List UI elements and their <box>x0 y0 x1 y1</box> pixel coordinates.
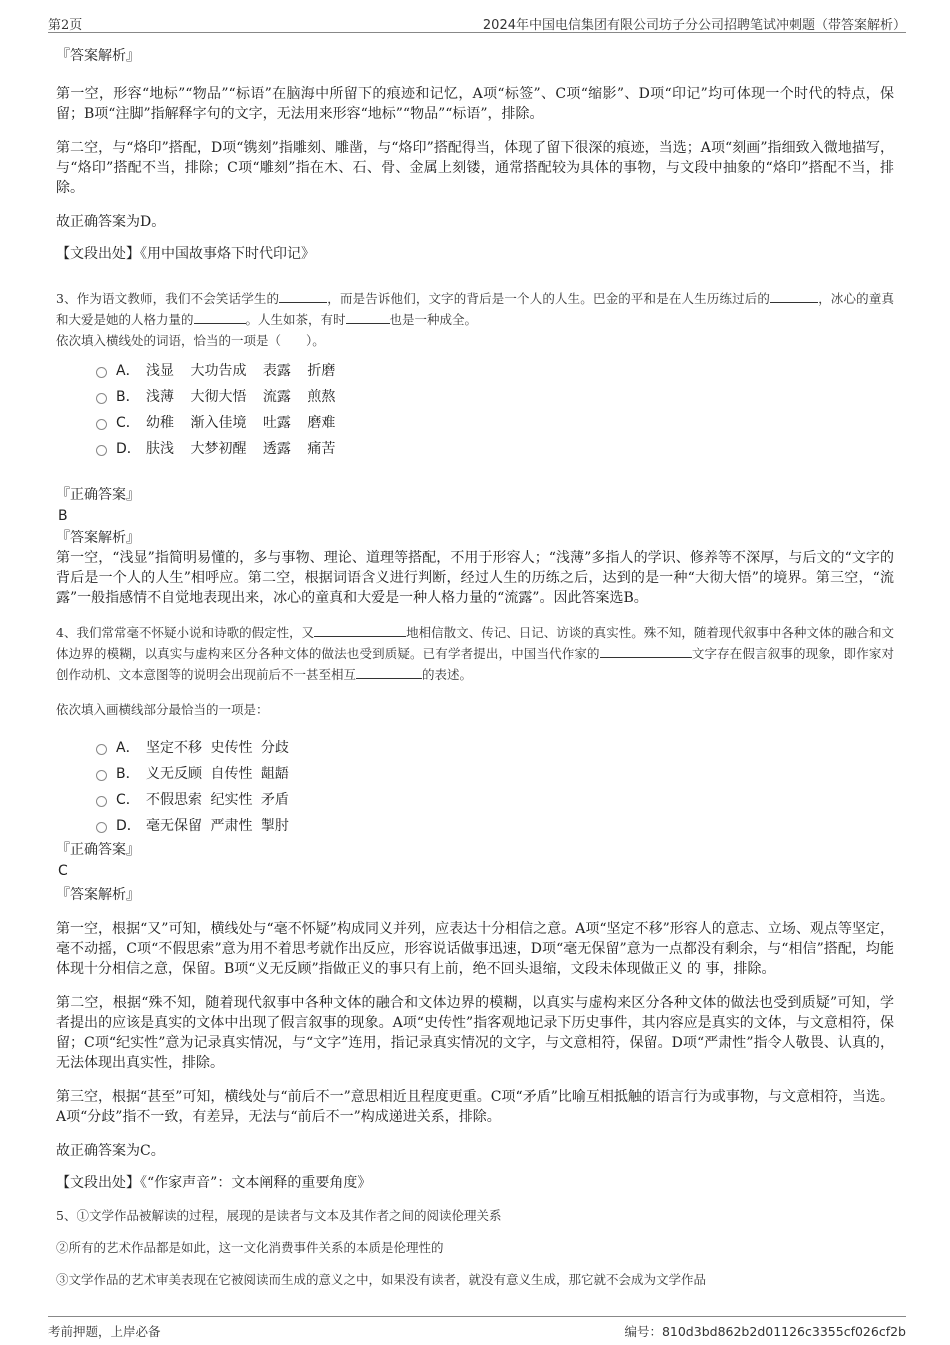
q3-analysis-label: 『答案解析』 <box>56 530 140 546</box>
q3-options <box>56 357 894 461</box>
q3-prompt: 依次填入横线处的词语，恰当的一项是（ ）。 <box>56 333 325 348</box>
q5-line-1: 5、①文学作品被解读的过程，展现的是读者与文本及其作者之间的阅读伦理关系 <box>56 1208 502 1223</box>
q2-analysis-paragraph-2: 第二空，与“烙印”搭配，D项“镌刻”指雕刻、雕凿，与“烙印”搭配得当，体现了留下很深的痕迹，当选；A项“刻画”指细致入微地描写，与“烙印”搭配不当，排除；C项“雕刻”指在木、石、骨、金属上刻镂，通常搭配较为具体的事物，与文段中抽象的“烙印”搭配不当，排除。 <box>56 140 894 196</box>
footer-code: 编号：810d3bd862b2d01126c3355cf026cf2b <box>624 1324 906 1339</box>
q4-blank-2 <box>600 644 692 658</box>
q4-blank-1 <box>314 623 406 637</box>
page-content <box>56 40 894 1289</box>
q2-analysis-label: 『答案解析』 <box>56 48 140 64</box>
q3-correct-answer: B <box>58 508 68 524</box>
question-4 <box>56 622 894 1193</box>
document-title: 2024年中国电信集团有限公司坊子分公司招聘笔试冲刺题（带答案解析） <box>482 18 906 33</box>
question-5 <box>56 1207 894 1289</box>
q4-source: 【文段出处】《“作家声音”：文本阐释的重要角度》 <box>56 1175 372 1191</box>
q4-stem: 4、我们常常毫不怀疑小说和诗歌的假定性，又 地相信散文、传记、日记、访谈的真实性。殊不知，随着现代叙事中各种文体的融合和文体边界的模糊，以真实与虚构来区分各种文体的做法也受到质疑。已有学者提出，中国当代作家的 文字存在假言叙事的现象，即作家对创作动机、文本意图等的说明会出现前后不一甚至相互 的表述。 <box>56 625 894 682</box>
q4-analysis-label: 『答案解析』 <box>56 887 140 903</box>
q3-blank-4 <box>346 310 390 324</box>
q4-option-d[interactable]: D． 毫无保留 严肃性 掣肘 <box>96 812 894 838</box>
q4-analysis-paragraph-1: 第一空，根据“又”可知，横线处与“毫不怀疑”构成同义并列，应表达十分相信之意。A项“坚定不移”形容人的意志、立场、观点等坚定，毫不动摇，C项“不假思索”意为用不着思考就作出反应，形容说话做事迅速，D项“毫无保留”意为一点都没有剩余，与“相信”搭配，均能体现十分相信之意，保留。B项“义无反顾”指做正义的事只有上前，绝不回头退缩，文段未体现做正义 的 事，排除。 <box>56 921 894 977</box>
radio-icon[interactable] <box>96 393 107 404</box>
q5-line-3: ③文学作品的艺术审美表现在它被阅读而生成的意义之中，如果没有读者，就没有意义生成，那它就不会成为文学作品 <box>56 1272 707 1287</box>
q2-source: 【文段出处】《用中国故事烙下时代印记》 <box>56 246 315 262</box>
q3-analysis: 第一空，“浅显”指简明易懂的，多与事物、理论、道理等搭配，不用于形容人；“浅薄”多指人的学识、修养等不深厚，与后文的“文字的背后是一个人的人生”相呼应。第二空，根据词语含义进行判断，经过人生的历练之后，达到的是一种“大彻大悟”的境界。第三空，“流露”一般指感情不自觉地表现出来，冰心的童真和大爱是一种人格力量的“流露”。因此答案选B。 <box>56 550 894 606</box>
q4-blank-3 <box>356 665 422 679</box>
q3-option-c[interactable]: C． 幼稚 渐入佳境 吐露 磨难 <box>96 409 894 435</box>
radio-icon[interactable] <box>96 822 107 833</box>
radio-icon[interactable] <box>96 367 107 378</box>
q3-option-b[interactable]: B． 浅薄 大彻大悟 流露 煎熬 <box>96 383 894 409</box>
radio-icon[interactable] <box>96 744 107 755</box>
radio-icon[interactable] <box>96 419 107 430</box>
q4-correct-label: 『正确答案』 <box>56 842 140 858</box>
q4-option-b[interactable]: B． 义无反顾 自传性 龃龉 <box>96 760 894 786</box>
q3-blank-1 <box>279 289 327 303</box>
radio-icon[interactable] <box>96 445 107 456</box>
question-3 <box>56 288 894 608</box>
page-number: 第2页 <box>48 18 83 33</box>
q3-blank-2 <box>770 289 818 303</box>
q2-conclusion: 故正确答案为D。 <box>56 214 166 230</box>
q3-correct-label: 『正确答案』 <box>56 487 140 503</box>
q4-option-c[interactable]: C． 不假思索 纪实性 矛盾 <box>96 786 894 812</box>
footer-slogan: 考前押题，上岸必备 <box>48 1324 161 1339</box>
q5-line-2: ②所有的艺术作品都是如此，这一文化消费事件关系的本质是伦理性的 <box>56 1240 444 1255</box>
q4-prompt: 依次填入画横线部分最恰当的一项是： <box>56 702 269 717</box>
q3-stem: 3、作为语文教师，我们不会笑话学生的 ，而是告诉他们，文字的背后是一个人的人生。巴金的平和是在人生历练过后的 ，冰心的童真和大爱是她的人格力量的 。人生如茶，有时 也是一种成全。 <box>56 291 894 327</box>
q4-analysis-paragraph-2: 第二空，根据“殊不知，随着现代叙事中各种文体的融合和文体边界的模糊，以真实与虚构来区分各种文体的做法也受到质疑”可知，学者提出的应该是真实的文体中出现了假言叙事的现象。A项“史传性”指客观地记录下历史事件，其内容应是真实的文体，与文意相符，保留；C项“纪实性”意为记录真实情况，与“文字”连用，指记录真实情况的文字，与文意相符，保留。D项“严肃性”指令人敬畏、认真的，无法体现出真实性，排除。 <box>56 995 894 1071</box>
q2-analysis-paragraph-1: 第一空，形容“地标”“物品”“标语”在脑海中所留下的痕迹和记忆，A项“标签”、C项“缩影”、D项“印记”均可体现一个时代的特点，保留；B项“注脚”指解释字句的文字，无法用来形容“地标”“物品”“标语”，排除。 <box>56 86 894 122</box>
radio-icon[interactable] <box>96 796 107 807</box>
q3-option-d[interactable]: D． 肤浅 大梦初醒 透露 痛苦 <box>96 435 894 461</box>
q3-blank-3 <box>194 310 246 324</box>
q4-conclusion: 故正确答案为C。 <box>56 1143 165 1159</box>
q4-analysis-paragraph-3: 第三空，根据“甚至”可知，横线处与“前后不一”意思相近且程度更重。C项“矛盾”比喻互相抵触的语言行为或事物，与文意相符，当选。A项“分歧”指不一致，有差异，无法与“前后不一”构成递进关系，排除。 <box>56 1089 894 1125</box>
radio-icon[interactable] <box>96 770 107 781</box>
q4-correct-answer: C <box>58 863 68 879</box>
page-footer <box>48 1316 906 1339</box>
q3-option-a[interactable]: A． 浅显 大功告成 表露 折磨 <box>96 357 894 383</box>
q4-options <box>56 734 894 838</box>
page-header <box>48 12 906 33</box>
q4-option-a[interactable]: A． 坚定不移 史传性 分歧 <box>96 734 894 760</box>
